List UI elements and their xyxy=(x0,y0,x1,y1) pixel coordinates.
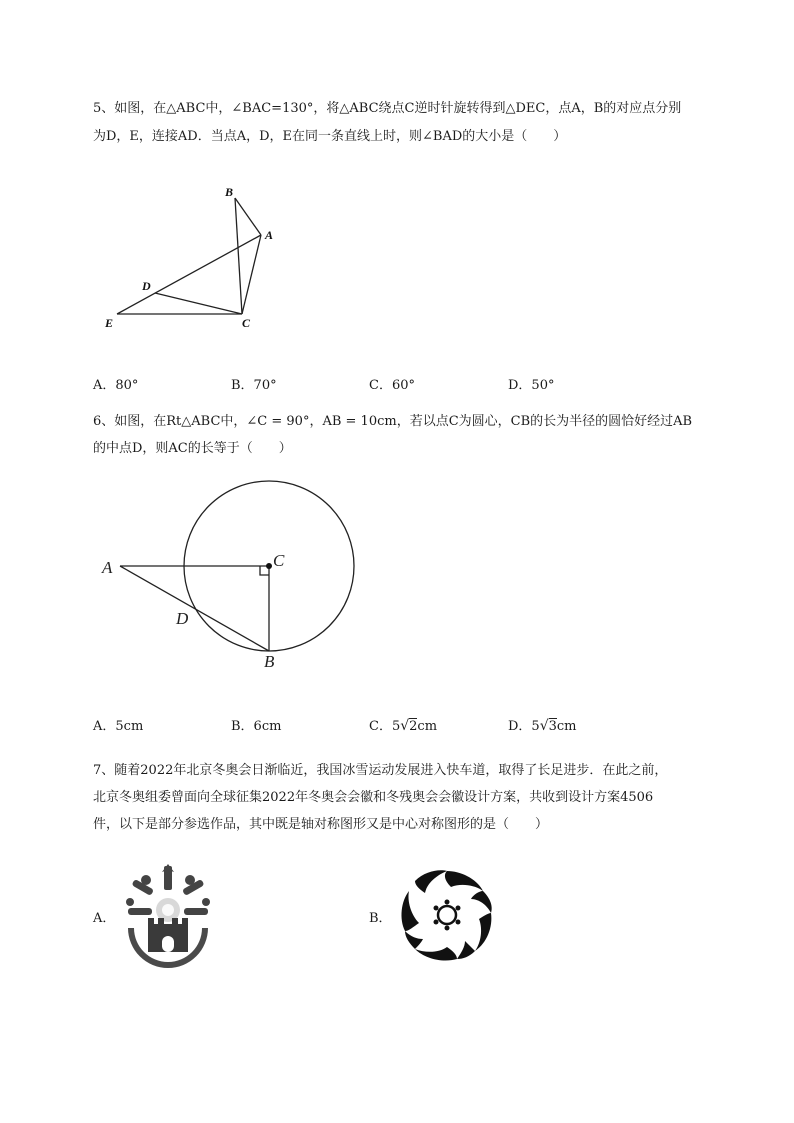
q7-line2: 北京冬奥组委曾面向全球征集2022年冬奥会会徽和冬残奥会会徽设计方案，共收到设计方案4506 xyxy=(93,790,654,805)
q6-option-d-radicand: 3 xyxy=(548,719,557,734)
q5-label-b: B xyxy=(225,185,234,199)
q6-option-c[interactable] xyxy=(369,715,437,734)
q7-line3: 件，以下是部分参选作品，其中既是轴对称图形又是中心对称图形的是（ ） xyxy=(93,817,549,832)
q5-option-a[interactable]: A．80° xyxy=(93,378,139,393)
q6-line1: 6、如图，在Rt△ABC中，∠C = 90°，AB = 10cm，若以点C为圆心，CB的长为半径的圆恰好经过AB xyxy=(93,414,693,429)
q6-option-c-prefix: C．5 xyxy=(369,719,401,734)
q5-line2: 为D，E，连接AD．当点A，D，E在同一条直线上时，则∠BAD的大小是（ ） xyxy=(93,129,567,144)
q6-option-d-unit: cm xyxy=(556,719,577,734)
q6-label-c: C xyxy=(273,551,285,570)
q5-option-b[interactable]: B．70° xyxy=(231,378,277,393)
q7-line1: 7、随着2022年北京冬奥会日渐临近，我国冰雪运动发展进入快车道，取得了长足进步．在此之前， xyxy=(93,763,668,778)
q6-circle-figure xyxy=(95,470,365,675)
q5-label-a: A xyxy=(265,228,274,242)
radical-sign-icon: √ xyxy=(539,718,549,734)
q5-label-c: C xyxy=(242,316,251,330)
q6-option-c-radicand: 2 xyxy=(409,719,418,734)
q5-line1: 5、如图，在△ABC中，∠BAC=130°，将△ABC绕点C逆时针旋转得到△DEC，点A，B的对应点分别 xyxy=(93,101,682,116)
q6-option-d[interactable] xyxy=(508,715,577,734)
q6-option-c-unit: cm xyxy=(417,719,438,734)
q6-label-d: D xyxy=(176,609,189,628)
q6-label-b: B xyxy=(264,652,275,671)
q6-option-a[interactable]: A．5cm xyxy=(93,719,144,734)
q5-option-d[interactable]: D．50° xyxy=(508,378,555,393)
q5-option-c[interactable]: C．60° xyxy=(369,378,415,393)
q6-line2: 的中点D，则AC的长等于（ ） xyxy=(93,441,292,456)
q6-label-a: A xyxy=(102,558,113,577)
q5-triangle-figure xyxy=(95,180,295,335)
q7-emblem-a-icon xyxy=(118,862,218,968)
q6-option-d-prefix: D．5 xyxy=(508,719,540,734)
q5-label-d: D xyxy=(142,279,151,293)
q7-emblem-b-icon xyxy=(395,865,499,965)
q7-option-a[interactable]: A． xyxy=(93,911,116,926)
q7-option-b[interactable]: B． xyxy=(369,911,392,926)
q6-option-b[interactable]: B．6cm xyxy=(231,719,282,734)
q5-label-e: E xyxy=(105,316,114,330)
radical-sign-icon: √ xyxy=(400,718,410,734)
